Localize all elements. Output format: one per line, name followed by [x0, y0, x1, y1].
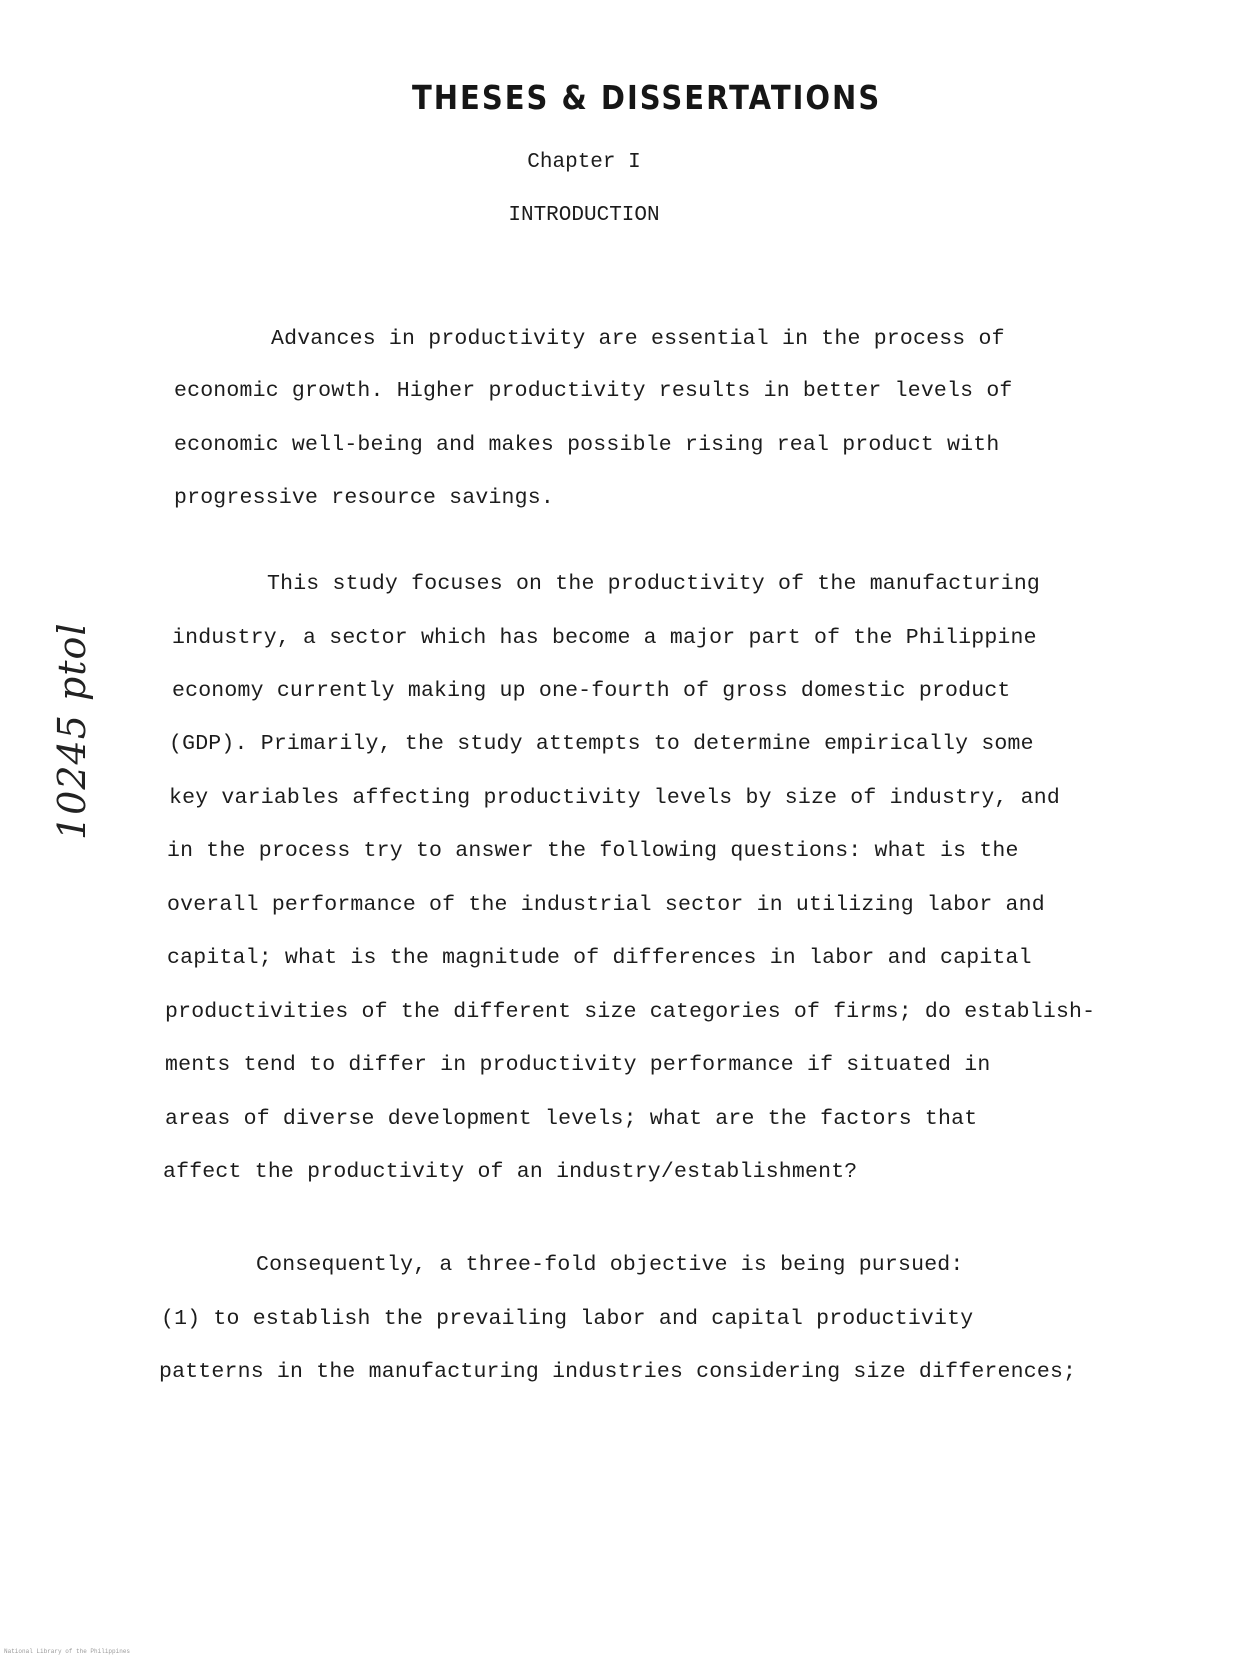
body-line: patterns in the manufacturing industries considering size differences; [159, 1360, 1077, 1384]
chapter-title: Chapter I [527, 151, 641, 174]
scan-footer: National Library of the Philippines [4, 1648, 131, 1655]
body-line: overall performance of the industrial sector in utilizing labor and [167, 893, 1045, 917]
body-line: areas of diverse development levels; what are the factors that [165, 1107, 978, 1131]
handwritten-margin-note: 10245 ptol [50, 622, 94, 840]
body-line: industry, a sector which has become a major part of the Philippine [172, 626, 1037, 650]
body-line: This study focuses on the productivity of the manufacturing [267, 572, 1041, 596]
body-line: economy currently making up one-fourth of gross domestic product [172, 679, 1011, 703]
body-line: progressive resource savings. [174, 486, 554, 510]
body-line: key variables affecting productivity levels by size of industry, and [169, 786, 1060, 810]
body-line: productivities of the different size categories of firms; do establish- [165, 1000, 1096, 1024]
section-title: INTRODUCTION [508, 204, 660, 227]
body-line: (GDP). Primarily, the study attempts to determine empirically some [169, 732, 1034, 756]
body-line: Advances in productivity are essential in the process of [271, 327, 1005, 351]
body-line: affect the productivity of an industry/establishment? [163, 1160, 858, 1184]
body-line: Consequently, a three-fold objective is being pursued: [256, 1253, 964, 1277]
body-line: ments tend to differ in productivity performance if situated in [165, 1053, 991, 1077]
body-line: (1) to establish the prevailing labor and capital productivity [161, 1307, 974, 1331]
body-line: in the process try to answer the following questions: what is the [167, 839, 1019, 863]
body-line: capital; what is the magnitude of differences in labor and capital [167, 946, 1032, 970]
body-line: economic well-being and makes possible rising real product with [174, 433, 1000, 457]
theses-dissertations-stamp: THESES & DISSERTATIONS [412, 78, 882, 118]
body-line: economic growth. Higher productivity results in better levels of [174, 379, 1013, 403]
